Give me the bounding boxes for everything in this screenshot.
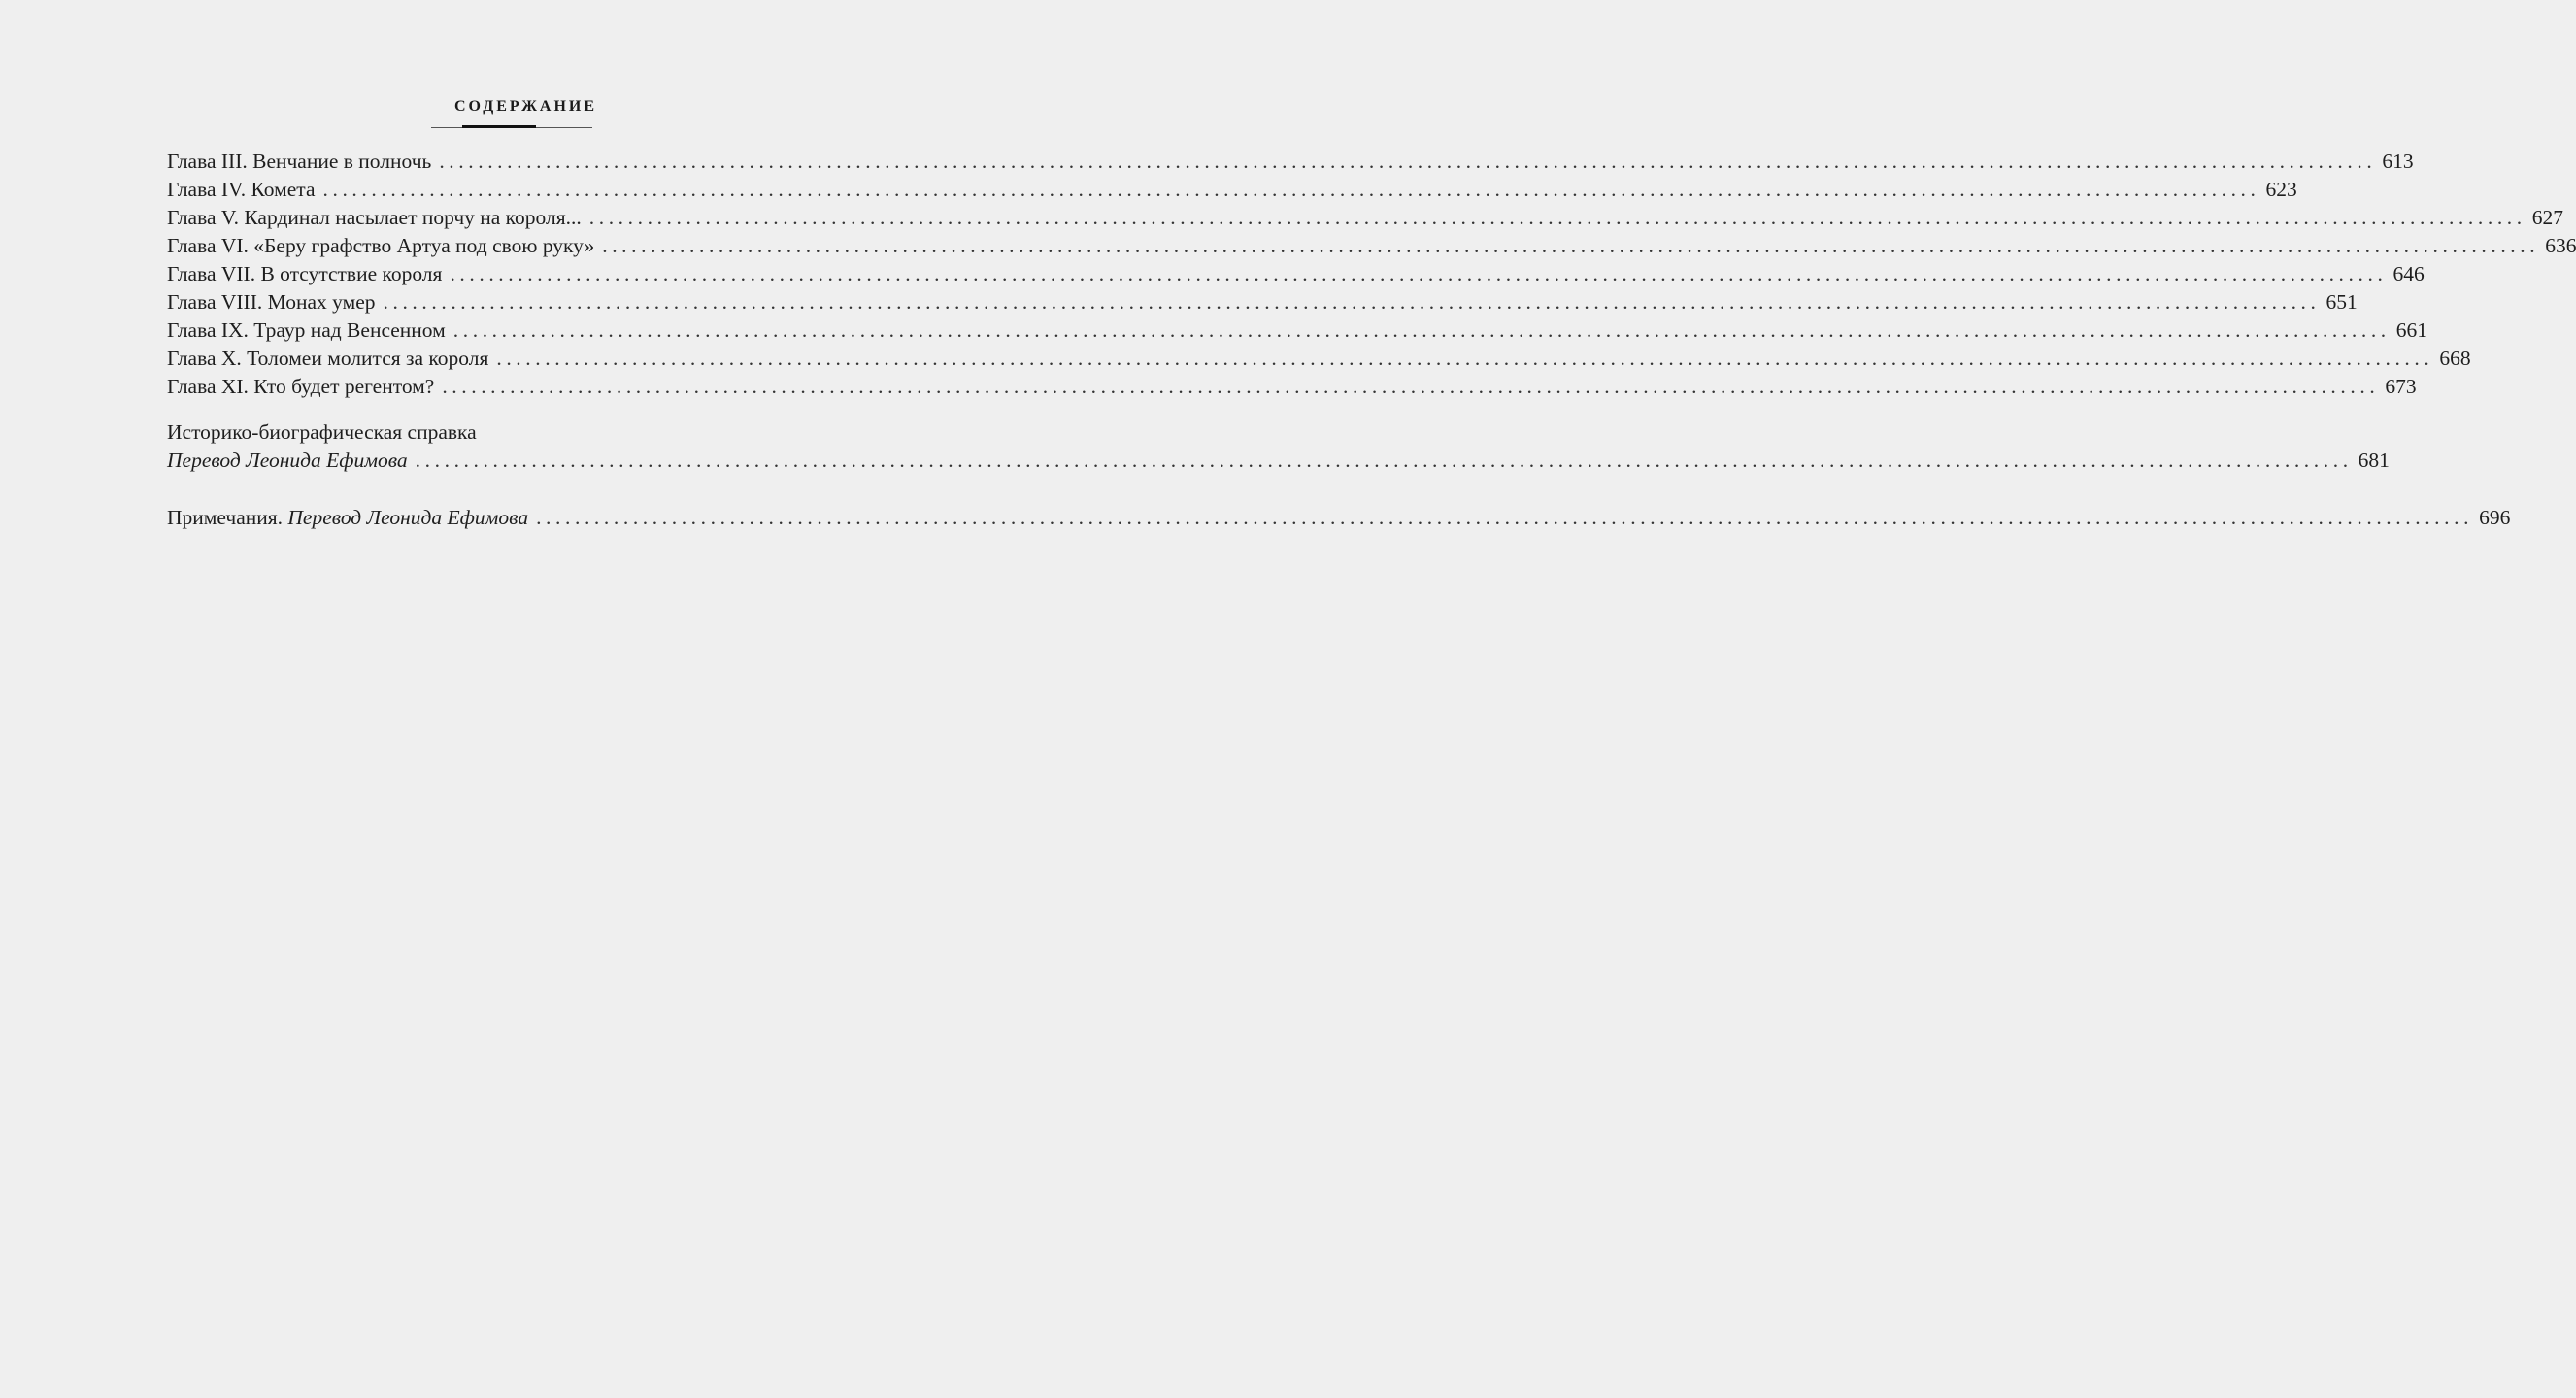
toc-entry-label: Историко-биографическая справка [167, 420, 477, 444]
leader-dots: ........................................................................................................................................................................................................ [588, 206, 2526, 229]
toc-entry-label: Глава IV. Комета [167, 178, 316, 201]
toc-entry-label: Глава VII. В отсутствие короля [167, 262, 443, 285]
page-title: СОДЕРЖАНИЕ [453, 98, 598, 115]
toc-entry-chapter-10[interactable] [167, 345, 2471, 373]
toc-entry-chapter-5[interactable] [167, 204, 2563, 232]
leader-dots: ........................................................................................................................................................................................................ [452, 318, 2391, 342]
toc-entry-chapter-8[interactable] [167, 288, 2358, 316]
leader-dots: ........................................................................................................................................................................................................ [442, 375, 2380, 398]
toc-entry-notes[interactable] [167, 504, 2511, 532]
leader-dots: ........................................................................................................................................................................................................ [496, 347, 2434, 370]
title-rule-accent [462, 125, 536, 128]
toc-entry-translator: Перевод Леонида Ефимова [287, 506, 529, 529]
toc-entry-chapter-3[interactable] [167, 148, 2414, 176]
toc-entry-page: 623 [2265, 178, 2297, 201]
toc-entry-page: 673 [2385, 375, 2417, 398]
toc-entry-label: Глава VIII. Монах умер [167, 290, 376, 314]
toc-entry-label: Примечания. [167, 506, 284, 529]
toc-entry-translator: Перевод Леонида Ефимова [167, 449, 408, 472]
toc-entry-label: Глава III. Венчание в полночь [167, 150, 432, 173]
toc-entry-chapter-11[interactable] [167, 373, 2417, 401]
header [0, 96, 1049, 116]
toc-entry-label-group [167, 504, 528, 532]
leader-dots: ........................................................................................................................................................................................................ [383, 290, 2321, 314]
toc-entry-page: 668 [2439, 347, 2471, 370]
toc-entry-chapter-9[interactable] [167, 316, 2428, 345]
toc-entry-chapter-7[interactable] [167, 260, 2425, 288]
toc-entry-page: 613 [2382, 150, 2414, 173]
toc-entry-page: 681 [2358, 449, 2390, 472]
toc-entry-page: 661 [2395, 318, 2428, 342]
leader-dots: ........................................................................................................................................................................................................ [536, 506, 2474, 529]
spacer [167, 401, 845, 418]
leader-dots: ........................................................................................................................................................................................................ [439, 150, 2377, 173]
toc-entry-label: Глава IX. Траур над Венсенном [167, 318, 446, 342]
toc-entry-label: Глава VI. «Беру графство Артуа под свою руку» [167, 234, 595, 257]
toc-entry-chapter-4[interactable] [167, 176, 2297, 204]
toc-entry-page: 646 [2392, 262, 2425, 285]
leader-dots: ........................................................................................................................................................................................................ [602, 234, 2540, 257]
toc-entry-reference-title[interactable] [167, 418, 845, 447]
toc-entry-page: 696 [2479, 506, 2511, 529]
leader-dots: ........................................................................................................................................................................................................ [450, 262, 2388, 285]
spacer [167, 475, 845, 504]
leader-dots: ........................................................................................................................................................................................................ [415, 449, 2353, 472]
toc-entry-label: Глава V. Кардинал насылает порчу на короля... [167, 206, 582, 229]
toc-entry-chapter-6[interactable] [167, 232, 2576, 260]
toc-entry-page: 636 [2545, 234, 2576, 257]
toc-entry-label: Глава XI. Кто будет регентом? [167, 375, 435, 398]
leader-dots: ........................................................................................................................................................................................................ [322, 178, 2260, 201]
toc-entry-label: Глава X. Толомеи молится за короля [167, 347, 489, 370]
toc-entry-reference[interactable] [167, 447, 2390, 475]
table-of-contents [167, 148, 2576, 532]
toc-entry-page: 651 [2325, 290, 2358, 314]
toc-entry-page: 627 [2531, 206, 2563, 229]
